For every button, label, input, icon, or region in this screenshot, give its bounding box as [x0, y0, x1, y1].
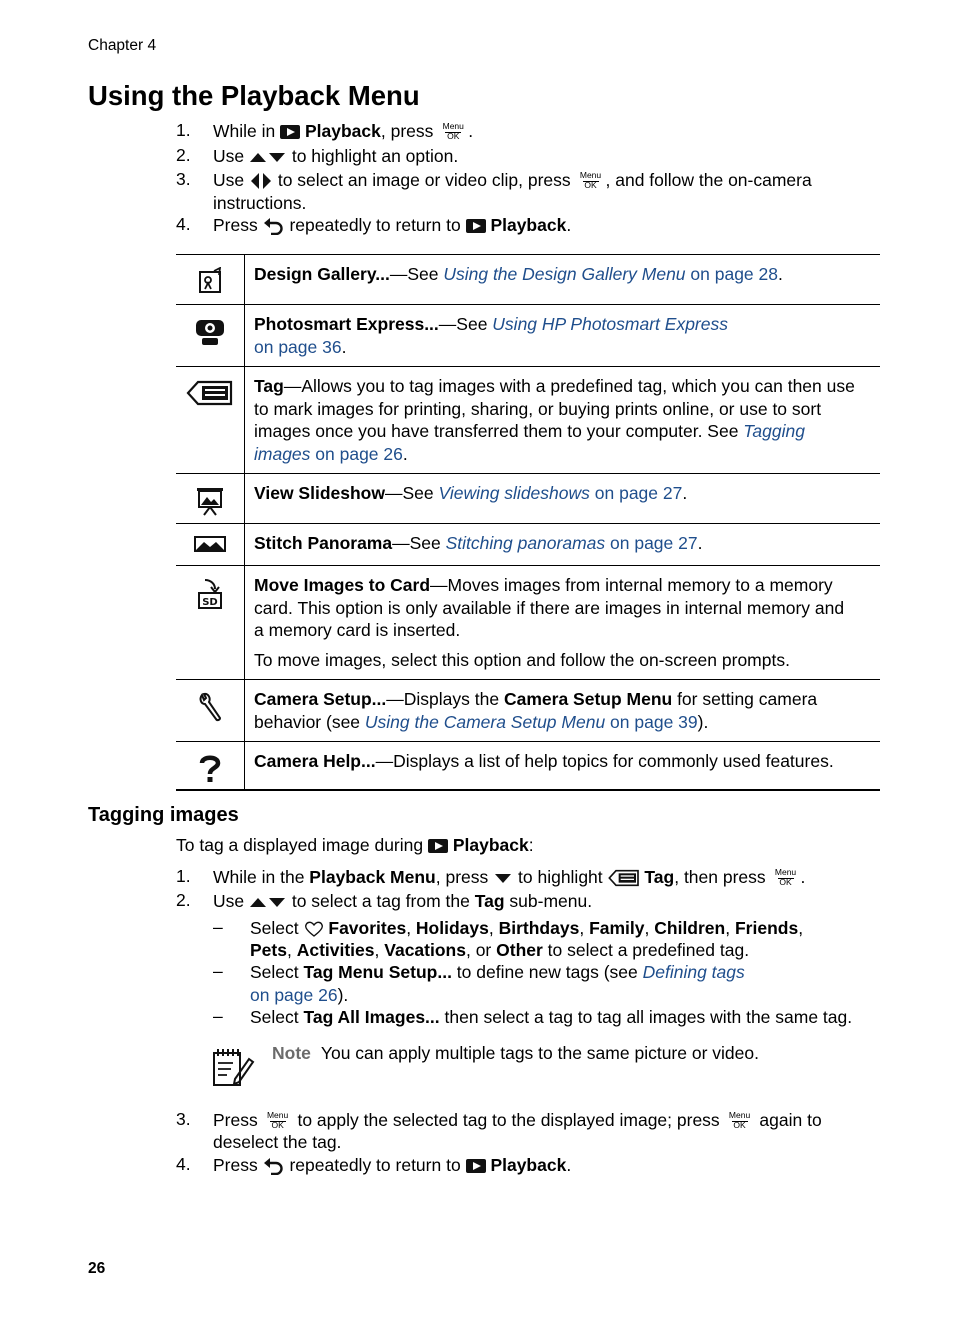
playback-icon: [280, 124, 300, 140]
step-number: 2.: [176, 890, 191, 910]
down-arrow-icon: [493, 872, 513, 884]
table-row: Camera Setup...—Displays the Camera Setup Menu for setting camera behavior (see Using the Camera Setup Menu on page 39).: [176, 680, 880, 742]
step-2: Use to highlight an option.: [213, 146, 459, 166]
move-to-sd-card-icon: [195, 578, 225, 610]
slideshow-icon: [196, 486, 224, 516]
chapter-label: Chapter 4: [88, 37, 157, 54]
menu-ok-button-icon: Menu OK: [727, 1111, 753, 1131]
step-number: 1.: [176, 866, 191, 886]
playback-icon: [428, 838, 448, 854]
menu-ok-button-icon: Menu OK: [440, 122, 466, 142]
tagging-intro: To tag a displayed image during Playback:: [176, 835, 534, 855]
svg-text:SD: SD: [202, 597, 218, 608]
up-down-arrows-icon: [249, 896, 287, 908]
page-number: 26: [88, 1260, 106, 1277]
table-row: Camera Help...—Displays a list of help topics for commonly used features.: [176, 742, 880, 791]
link[interactable]: Using the Design Gallery Menu on page 28: [443, 264, 778, 284]
tag-step-4: Press repeatedly to return to Playback.: [213, 1155, 572, 1175]
tag-menu-setup-line: Select Tag Menu Setup... to define new tags (see Defining tags: [250, 962, 745, 982]
back-arrow-icon: [263, 217, 285, 235]
tag-menu-setup-line: on page 26).: [250, 985, 349, 1005]
tag-list-line: Pets, Activities, Vacations, or Other to select a predefined tag.: [250, 940, 750, 960]
step-1: While in Playback, press Menu OK .: [213, 121, 474, 142]
step-number: 3.: [176, 1109, 191, 1129]
tag-step-3: Press Menu OK to apply the selected tag to the displayed image; press Menu OK again to: [213, 1110, 822, 1131]
table-row: View Slideshow—See Viewing slideshows on page 27.: [176, 474, 880, 524]
tag-icon: [608, 868, 640, 888]
photosmart-express-icon: [194, 317, 226, 347]
link[interactable]: Defining tags: [642, 962, 745, 982]
list-dash: –: [213, 1006, 223, 1026]
note-text: You can apply multiple tags to the same picture or video.: [320, 1043, 759, 1063]
menu-ok-button-icon: Menu OK: [578, 171, 604, 191]
step-number: 3.: [176, 169, 191, 189]
playback-icon: [466, 1158, 486, 1174]
help-question-icon: [198, 754, 222, 784]
wrench-icon: [197, 692, 223, 722]
menu-ok-button-icon: Menu OK: [265, 1111, 291, 1131]
heart-icon: [304, 920, 324, 938]
link[interactable]: Viewing slideshows on page 27: [438, 483, 683, 503]
section-heading: Tagging images: [88, 804, 239, 826]
up-down-arrows-icon: [249, 151, 287, 163]
tag-step-1: While in the Playback Menu, press to highlight Tag, then press Menu OK .: [213, 867, 806, 888]
table-row: Design Gallery...—See Using the Design Gallery Menu on page 28.: [176, 255, 880, 305]
table-row: Stitch Panorama—See Stitching panoramas on page 27.: [176, 524, 880, 566]
step-number: 4.: [176, 214, 191, 234]
step-3: Use to select an image or video clip, press Menu OK , and follow the on-camera: [213, 170, 812, 191]
list-dash: –: [213, 961, 223, 981]
tag-all-line: Select Tag All Images... then select a tag to tag all images with the same tag.: [250, 1007, 853, 1027]
menu-ok-button-icon: Menu OK: [773, 868, 799, 888]
note: [272, 1043, 759, 1064]
tag-icon: [186, 379, 234, 407]
table-row: Tag—Allows you to tag images with a predefined tag, which you can then use to mark images for printing, sharing, or buying prints online, or use to sort images once you have transferred them to your computer. See Tagging images on page 26.: [176, 367, 880, 474]
step-3-continuation: instructions.: [213, 193, 307, 213]
playback-menu-table: [176, 254, 880, 791]
note-label: Note: [272, 1043, 311, 1063]
link[interactable]: Using the Camera Setup Menu on page 39: [364, 711, 698, 732]
link[interactable]: Using HP Photosmart Express: [492, 314, 728, 334]
step-number: 1.: [176, 120, 191, 140]
step-number: 2.: [176, 145, 191, 165]
list-dash: –: [213, 917, 223, 937]
design-gallery-icon: [196, 267, 224, 295]
left-right-arrows-icon: [249, 172, 273, 190]
tag-step-3-continuation: deselect the tag.: [213, 1132, 342, 1152]
link[interactable]: on page 36: [254, 336, 342, 357]
tag-step-2: Use to select a tag from the Tag sub-menu.: [213, 891, 593, 911]
step-4: Press repeatedly to return to Playback.: [213, 215, 572, 235]
step-number: 4.: [176, 1154, 191, 1174]
link[interactable]: Tagging: [743, 421, 805, 441]
page-title: Using the Playback Menu: [88, 80, 420, 111]
link[interactable]: Stitching panoramas on page 27: [445, 533, 698, 553]
playback-icon: [466, 218, 486, 234]
panorama-icon: [194, 536, 226, 552]
back-arrow-icon: [263, 1157, 285, 1175]
link[interactable]: on page 26: [250, 985, 338, 1005]
link[interactable]: images on page 26: [254, 443, 403, 464]
table-row: SD Move Images to Card—Moves images from internal memory to a memory card. This option is only available if there are images in internal memory and a memory card is inserted. To move images, select this option and follow the on-screen prompts.: [176, 566, 880, 680]
note-pad-icon: [211, 1047, 255, 1089]
tag-list-line: Select Favorites, Holidays, Birthdays, Family, Children, Friends,: [250, 918, 804, 938]
table-row: Photosmart Express...—See Using HP Photosmart Express on page 36.: [176, 305, 880, 367]
